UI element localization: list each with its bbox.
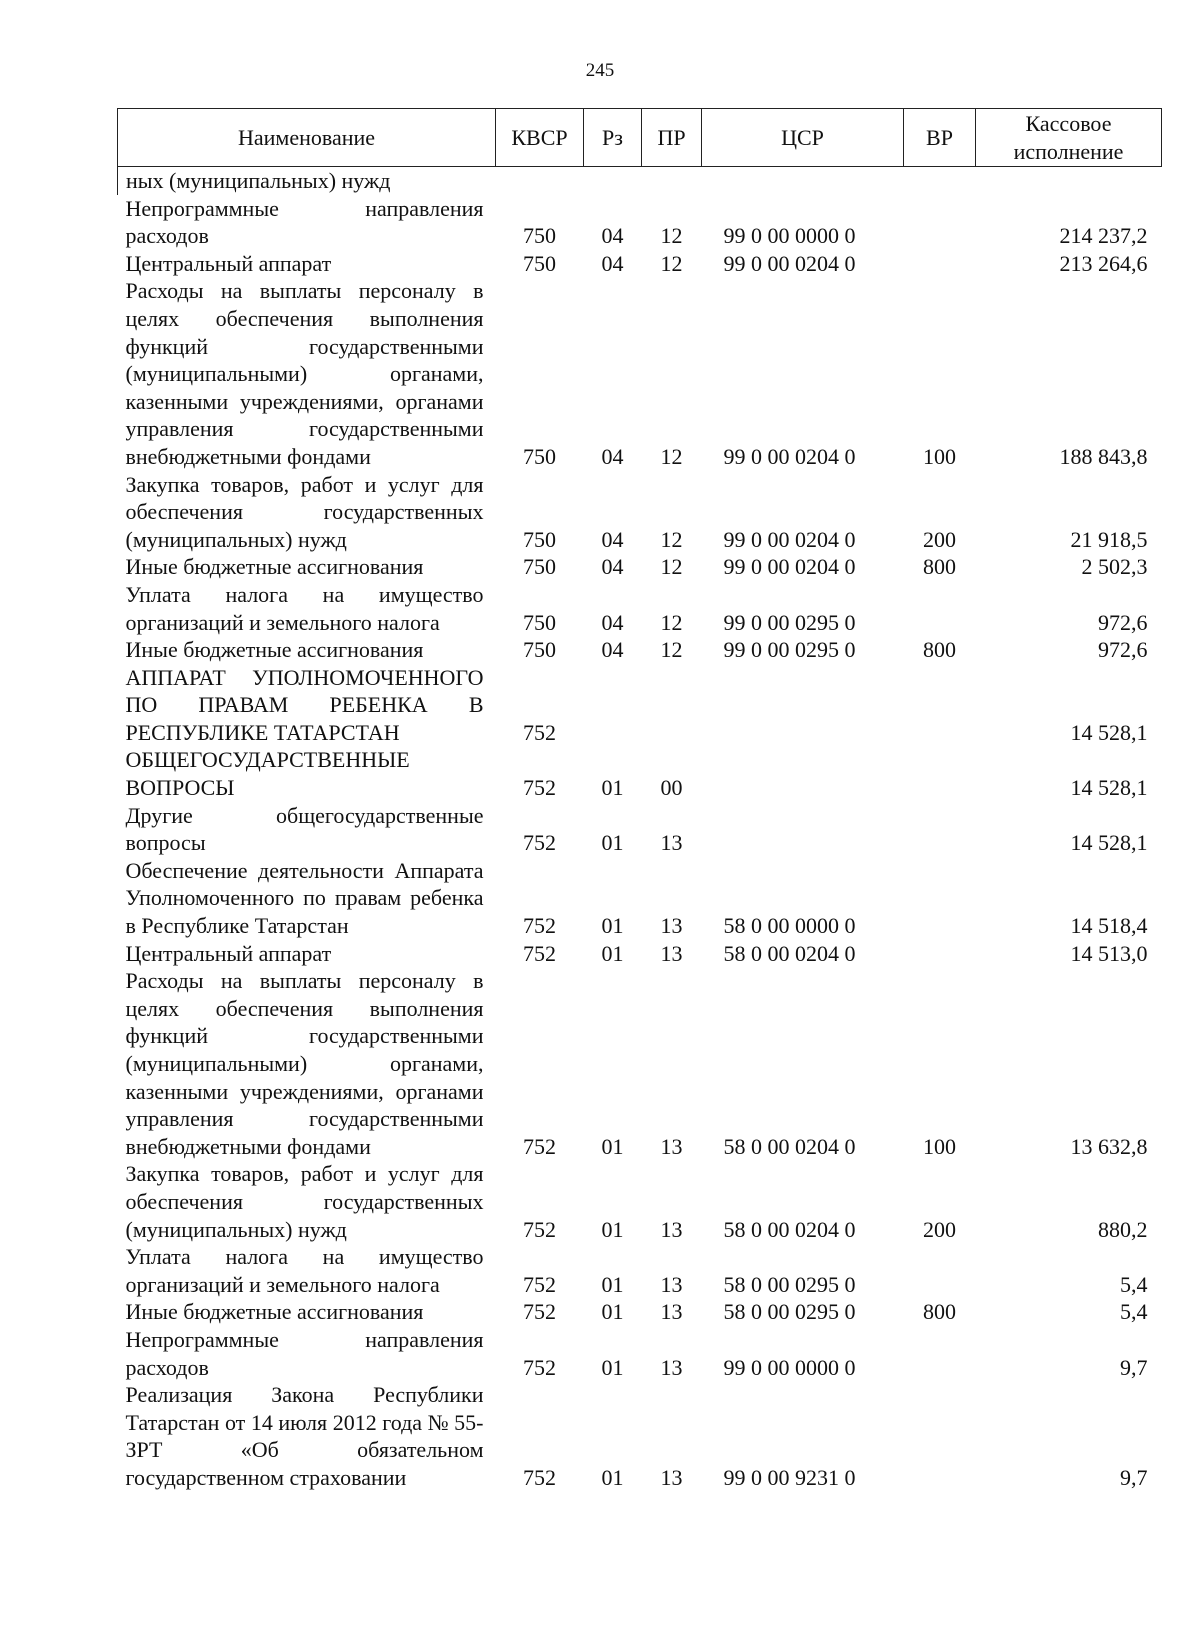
header-rz: Рз [584, 109, 642, 167]
cell-csr: 99 0 00 9231 0 [723, 1464, 856, 1490]
cell-pr [642, 664, 702, 747]
cell-name: АППАРАТ УПОЛНОМОЧЕННОГО ПО ПРАВАМ РЕБЕНКА В РЕСПУБЛИКЕ ТАТАРСТАН [125, 664, 484, 745]
cell-name: Расходы на выплаты персоналу в целях обеспечения выполнения функций государственными (муниципальными) органами, казенными учреждениями, органами управления государственными внебюджетными фондами [125, 968, 484, 1159]
cell-sum [976, 167, 1162, 195]
cell-rz: 01 [601, 1354, 624, 1380]
table-row [118, 746, 1162, 801]
cell-csr: 99 0 00 0295 0 [723, 637, 856, 663]
cell-vr: 800 [923, 1299, 956, 1325]
cell-pr: 12 [660, 223, 683, 249]
cell-rz: 04 [601, 609, 624, 635]
cell-csr: 58 0 00 0295 0 [723, 1271, 856, 1297]
cell-rz: 04 [601, 250, 624, 276]
cell-csr [702, 664, 904, 747]
cell-pr: 13 [660, 1133, 683, 1159]
cell-vr [904, 167, 976, 195]
cell-vr: 100 [923, 1133, 956, 1159]
cell-csr [702, 802, 904, 857]
cell-vr [904, 1243, 976, 1298]
cell-kvsr: 752 [523, 1354, 556, 1380]
cell-rz [584, 664, 642, 747]
cell-vr [904, 664, 976, 747]
cell-kvsr: 752 [523, 913, 556, 939]
cell-sum: 972,6 [1098, 637, 1148, 663]
cell-rz: 01 [601, 830, 624, 856]
cell-pr: 13 [660, 1464, 683, 1490]
cell-kvsr: 750 [523, 223, 556, 249]
cell-name: Непрограммные направления расходов [125, 1326, 484, 1380]
table-row [118, 1381, 1162, 1491]
cell-sum: 880,2 [1098, 1216, 1148, 1242]
cell-pr: 00 [660, 775, 683, 801]
cell-name: ных (муниципальных) нужд [118, 167, 496, 195]
cell-sum: 213 264,6 [1059, 250, 1148, 276]
header-vr: ВР [904, 109, 976, 167]
header-pr: ПР [642, 109, 702, 167]
cell-pr: 12 [660, 637, 683, 663]
cell-sum: 5,4 [1120, 1271, 1148, 1297]
table-row [118, 967, 1162, 1160]
cell-name: Обеспечение деятельности Аппарата Уполномоченного по правам ребенка в Республике Татарстан [125, 857, 484, 939]
cell-csr: 58 0 00 0204 0 [723, 940, 856, 966]
cell-name: ОБЩЕГОСУДАРСТВЕННЫЕ ВОПРОСЫ [125, 747, 410, 801]
cell-name: Иные бюджетные ассигнования [125, 554, 424, 580]
cell-pr: 13 [660, 1216, 683, 1242]
cell-rz: 01 [601, 1464, 624, 1490]
cell-name: Закупка товаров, работ и услуг для обеспечения государственных (муниципальных) нужд [125, 1161, 484, 1242]
cell-name: Иные бюджетные ассигнования [125, 1299, 424, 1325]
cell-rz: 01 [601, 1133, 624, 1159]
cell-vr [904, 581, 976, 636]
cell-pr: 12 [660, 554, 683, 580]
cell-vr [904, 250, 976, 278]
table-body [118, 167, 1162, 1492]
cell-sum: 14 528,1 [1070, 719, 1148, 745]
header-name: Наименование [118, 109, 496, 167]
cell-rz: 04 [601, 526, 624, 552]
cell-csr [702, 746, 904, 801]
cell-pr: 13 [660, 830, 683, 856]
cell-rz [584, 167, 642, 195]
table-row [118, 664, 1162, 747]
cell-sum: 13 632,8 [1070, 1133, 1148, 1159]
cell-vr [904, 857, 976, 940]
cell-name: Реализация Закона Республики Татарстан от 14 июля 2012 года № 55-ЗРТ «Об обязательном государственном страховании [125, 1382, 484, 1490]
cell-rz: 01 [601, 775, 624, 801]
cell-sum: 14 513,0 [1070, 940, 1148, 966]
cell-csr: 58 0 00 0204 0 [723, 1133, 856, 1159]
table-row [118, 636, 1162, 664]
cell-sum: 9,7 [1120, 1354, 1148, 1380]
cell-kvsr [496, 167, 584, 195]
cell-pr: 12 [660, 609, 683, 635]
cell-vr: 800 [923, 637, 956, 663]
table-row [118, 940, 1162, 968]
cell-pr: 12 [660, 443, 683, 469]
cell-name: Иные бюджетные ассигнования [125, 637, 424, 663]
table-row [118, 1160, 1162, 1243]
header-kvsr: КВСР [496, 109, 584, 167]
cell-pr: 12 [660, 526, 683, 552]
cell-name: Закупка товаров, работ и услуг для обеспечения государственных (муниципальных) нужд [125, 471, 484, 552]
cell-vr: 800 [923, 554, 956, 580]
cell-kvsr: 750 [523, 637, 556, 663]
cell-name: Уплата налога на имущество организаций и земельного налога [125, 581, 484, 635]
cell-sum: 14 528,1 [1070, 830, 1148, 856]
cell-vr [904, 1381, 976, 1491]
cell-kvsr: 752 [523, 940, 556, 966]
cell-csr: 99 0 00 0000 0 [723, 1354, 856, 1380]
cell-pr [642, 167, 702, 195]
cell-name: Центральный аппарат [125, 940, 332, 966]
cell-name: Непрограммные направления расходов [125, 195, 484, 249]
cell-csr: 99 0 00 0204 0 [723, 250, 856, 276]
cell-sum: 5,4 [1120, 1299, 1148, 1325]
table-row [118, 553, 1162, 581]
header-csr: ЦСР [702, 109, 904, 167]
cell-pr: 13 [660, 913, 683, 939]
cell-kvsr: 750 [523, 443, 556, 469]
table-row [118, 471, 1162, 554]
table-row [118, 802, 1162, 857]
cell-csr: 58 0 00 0000 0 [723, 913, 856, 939]
table-row [118, 250, 1162, 278]
cell-vr: 200 [923, 1216, 956, 1242]
table-row [118, 1243, 1162, 1298]
cell-vr: 100 [923, 443, 956, 469]
cell-kvsr: 752 [523, 1464, 556, 1490]
cell-name: Другие общегосударственные вопросы [125, 802, 484, 856]
cell-rz: 01 [601, 940, 624, 966]
cell-sum: 21 918,5 [1070, 526, 1148, 552]
table-header [118, 109, 1162, 167]
cell-rz: 01 [601, 1216, 624, 1242]
cell-name: Уплата налога на имущество организаций и земельного налога [125, 1244, 484, 1297]
cell-kvsr: 752 [523, 830, 556, 856]
cell-vr [904, 1326, 976, 1381]
cell-rz: 04 [601, 443, 624, 469]
cell-name: Расходы на выплаты персоналу в целях обеспечения выполнения функций государственными (муниципальными) органами, казенными учреждениями, органами управления государственными внебюджетными фондами [125, 278, 484, 469]
cell-csr: 58 0 00 0204 0 [723, 1216, 856, 1242]
table-row [118, 167, 1162, 195]
page-number: 245 [585, 60, 615, 81]
cell-vr [904, 746, 976, 801]
cell-vr: 200 [923, 526, 956, 552]
cell-sum: 14 528,1 [1070, 775, 1148, 801]
cell-kvsr: 752 [523, 1133, 556, 1159]
cell-kvsr: 752 [523, 1216, 556, 1242]
cell-kvsr: 752 [523, 719, 556, 745]
table-row [118, 1326, 1162, 1381]
table-row [118, 195, 1162, 250]
cell-kvsr: 750 [523, 250, 556, 276]
cell-vr [904, 195, 976, 250]
cell-csr: 99 0 00 0204 0 [723, 554, 856, 580]
cell-rz: 04 [601, 637, 624, 663]
cell-sum: 972,6 [1098, 609, 1148, 635]
cell-csr: 99 0 00 0295 0 [723, 609, 856, 635]
cell-kvsr: 750 [523, 554, 556, 580]
cell-kvsr: 752 [523, 1299, 556, 1325]
cell-csr [702, 167, 904, 195]
cell-pr: 12 [660, 250, 683, 276]
cell-rz: 04 [601, 554, 624, 580]
cell-vr [904, 802, 976, 857]
cell-kvsr: 752 [523, 775, 556, 801]
budget-table [117, 108, 1162, 1492]
cell-rz: 04 [601, 223, 624, 249]
table-row [118, 277, 1162, 470]
cell-csr: 58 0 00 0295 0 [723, 1299, 856, 1325]
cell-name: Центральный аппарат [125, 250, 332, 276]
cell-sum: 14 518,4 [1070, 913, 1148, 939]
cell-kvsr: 752 [523, 1271, 556, 1297]
table-row [118, 1298, 1162, 1326]
cell-vr [904, 940, 976, 968]
cell-csr: 99 0 00 0204 0 [723, 443, 856, 469]
cell-sum: 188 843,8 [1059, 443, 1148, 469]
cell-kvsr: 750 [523, 526, 556, 552]
cell-pr: 13 [660, 940, 683, 966]
cell-rz: 01 [601, 1271, 624, 1297]
cell-pr: 13 [660, 1354, 683, 1380]
cell-rz: 01 [601, 1299, 624, 1325]
cell-kvsr: 750 [523, 609, 556, 635]
cell-rz: 01 [601, 913, 624, 939]
table-row [118, 581, 1162, 636]
cell-pr: 13 [660, 1299, 683, 1325]
cell-sum: 9,7 [1120, 1464, 1148, 1490]
header-sum: Кассовое исполнение [976, 109, 1162, 167]
cell-pr: 13 [660, 1271, 683, 1297]
cell-csr: 99 0 00 0000 0 [723, 223, 856, 249]
table-row [118, 857, 1162, 940]
cell-csr: 99 0 00 0204 0 [723, 526, 856, 552]
cell-sum: 2 502,3 [1081, 554, 1148, 580]
cell-sum: 214 237,2 [1059, 223, 1148, 249]
